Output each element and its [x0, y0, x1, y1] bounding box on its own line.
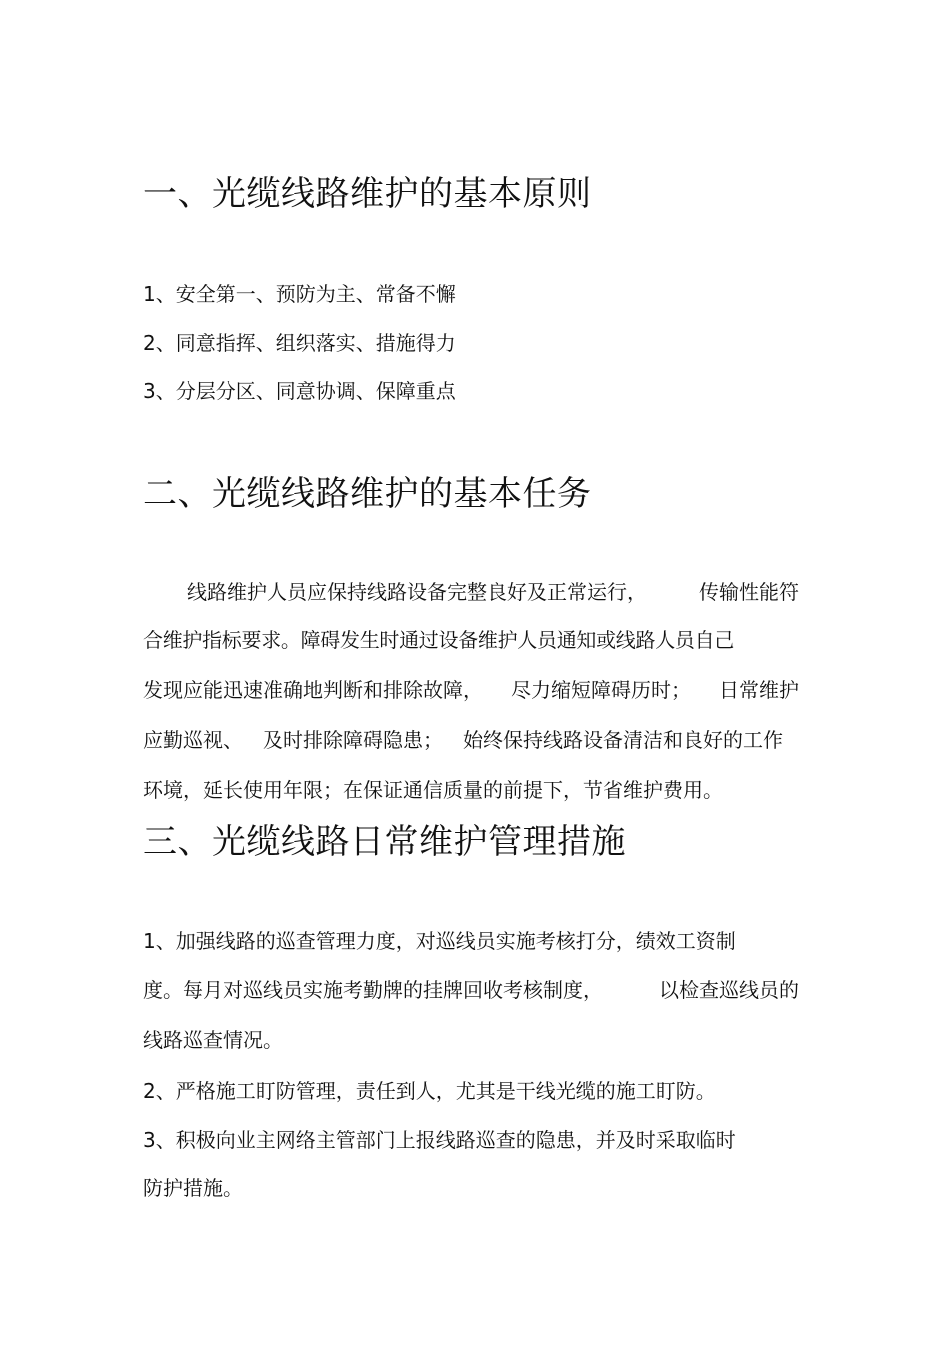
task-paragraph-line-2: 合维护指标要求。障碍发生时通过设备维护人员通知或线路人员自己 — [143, 628, 734, 652]
task-paragraph-line-5: 环境，延长使用年限；在保证通信质量的前提下，节省维护费用。 — [143, 778, 723, 802]
task-text: 传输性能符 — [699, 580, 799, 604]
principle-item-3: 3、分层分区、同意协调、保障重点 — [143, 379, 456, 403]
measure-item-3-line-2: 防护措施。 — [143, 1176, 243, 1200]
measure-text: 以检查巡线员的 — [659, 978, 799, 1002]
measure-item-3-line-1: 3、积极向业主网络主管部门上报线路巡查的隐患，并及时采取临时 — [143, 1128, 736, 1152]
task-paragraph-line-1 — [143, 579, 799, 605]
task-text: 始终保持线路设备清洁和良好的工作 — [463, 728, 783, 752]
task-text: 线路维护人员应保持线路设备完整良好及正常运行， — [187, 580, 647, 604]
task-paragraph-line-3 — [143, 677, 799, 703]
principle-item-2: 2、同意指挥、组织落实、措施得力 — [143, 331, 456, 355]
measure-item-2-line-1: 2、严格施工盯防管理，责任到人，尤其是干线光缆的施工盯防。 — [143, 1079, 716, 1103]
task-text: 应勤巡视、 — [143, 728, 243, 752]
measure-text: 度。每月对巡线员实施考勤牌的挂牌回收考核制度， — [143, 978, 603, 1002]
task-text: 发现应能迅速准确地判断和排除故障， — [143, 678, 483, 702]
measure-item-1-line-2 — [143, 977, 799, 1003]
task-text: 日常维护 — [719, 678, 799, 702]
principle-item-1: 1、安全第一、预防为主、常备不懈 — [143, 282, 456, 306]
task-text: 尽力缩短障碍历时； — [511, 678, 691, 702]
task-paragraph-line-4 — [143, 727, 783, 753]
measure-item-1-line-3: 线路巡查情况。 — [143, 1028, 283, 1052]
section-2-heading: 二、光缆线路维护的基本任务 — [143, 474, 592, 514]
task-text: 及时排除障碍隐患； — [263, 728, 443, 752]
section-3-heading: 三、光缆线路日常维护管理措施 — [143, 822, 626, 862]
measure-item-1-line-1: 1、加强线路的巡查管理力度，对巡线员实施考核打分，绩效工资制 — [143, 929, 736, 953]
section-1-heading: 一、光缆线路维护的基本原则 — [143, 174, 592, 214]
